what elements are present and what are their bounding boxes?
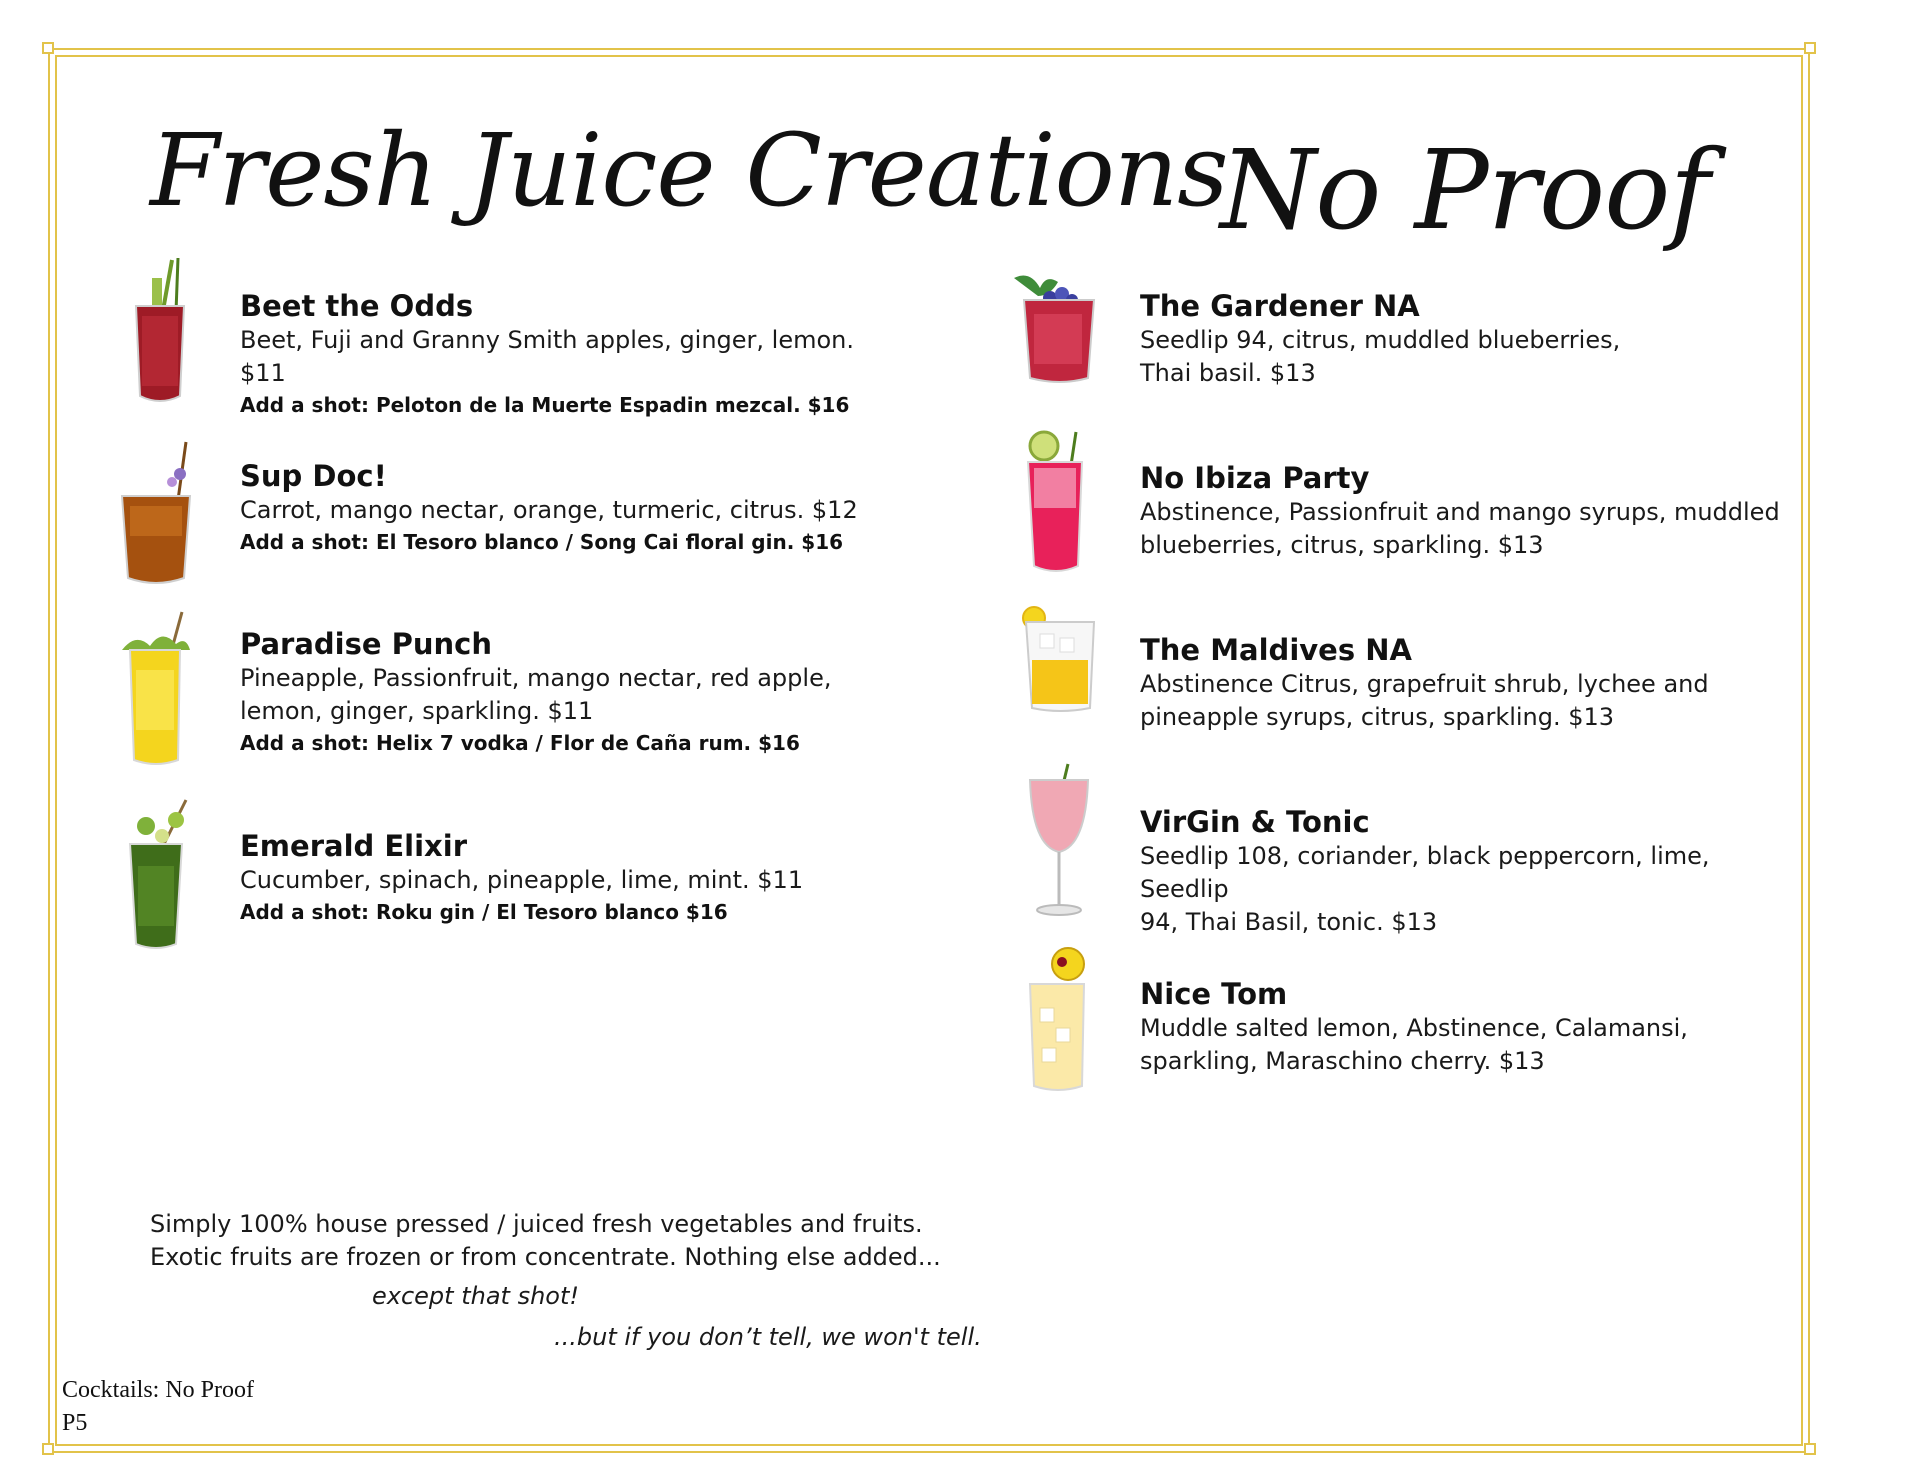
menu-item-paradise-punch [240,626,900,758]
red-juice-glass-icon [128,256,192,416]
item-description: Muddle salted lemon, Abstinence, Calamansi, [1140,1014,1688,1042]
green-juice-glass-icon [116,796,196,956]
item-add-shot: Add a shot: El Tesoro blanco / Song Cai floral gin. $16 [240,530,844,554]
item-name: Emerald Elixir [240,829,468,863]
item-description: Carrot, mango nectar, orange, turmeric, citrus. $12 [240,496,858,524]
frame-corner [42,1443,54,1455]
item-description: Abstinence, Passionfruit and mango syrups, muddled [1140,498,1780,526]
item-description: Beet, Fuji and Granny Smith apples, ginger, lemon. $11 [240,326,855,387]
menu-item-no-ibiza-party [1140,460,1800,562]
juice-note-line2: Exotic fruits are frozen or from concentrate. Nothing else added... [150,1243,941,1271]
menu-item-the-maldives-na [1140,632,1800,734]
item-description: 94, Thai Basil, tonic. $13 [1140,908,1438,936]
footer-page-number: P5 [62,1410,88,1436]
yellow-juice-glass-icon [116,610,196,770]
item-description: sparkling, Maraschino cherry. $13 [1140,1047,1545,1075]
item-add-shot: Add a shot: Roku gin / El Tesoro blanco $16 [240,900,728,924]
item-name: VirGin & Tonic [1140,805,1370,839]
amber-juice-glass-icon [116,440,196,590]
footer-section-label: Cocktails: No Proof [62,1377,254,1403]
item-description: Seedlip 108, coriander, black peppercorn, lime, Seedlip [1140,842,1710,903]
frame-corner [1804,42,1816,54]
item-description: blueberries, citrus, sparkling. $13 [1140,531,1544,559]
fresh-juice-title: Fresh Juice Creations [150,112,1228,229]
berry-rocks-glass-icon [1010,270,1100,386]
juice-note-line4: ...but if you don’t tell, we won't tell. [554,1323,982,1351]
item-description: Abstinence Citrus, grapefruit shrub, lychee and [1140,670,1709,698]
item-name: The Gardener NA [1140,289,1420,323]
item-description: pineapple syrups, citrus, sparkling. $13 [1140,703,1615,731]
no-proof-title: No Proof [1220,126,1710,254]
item-description: lemon, ginger, sparkling. $11 [240,697,594,725]
menu-item-nice-tom [1140,976,1800,1078]
item-add-shot: Add a shot: Peloton de la Muerte Espadin mezcal. $16 [240,393,850,417]
item-name: Paradise Punch [240,627,493,661]
menu-item-virgin-and-tonic [1140,804,1800,939]
item-add-shot: Add a shot: Helix 7 vodka / Flor de Caña rum. $16 [240,731,800,755]
item-name: Beet the Odds [240,289,474,323]
wine-glass-icon [1024,760,1094,918]
item-name: Sup Doc! [240,459,387,493]
menu-item-the-gardener-na [1140,288,1800,390]
item-description: Seedlip 94, citrus, muddled blueberries, [1140,326,1621,354]
lemon-collins-icon [1024,944,1104,1094]
item-name: Nice Tom [1140,977,1288,1011]
menu-item-emerald-elixir [240,828,900,927]
item-description: Cucumber, spinach, pineapple, lime, mint. $11 [240,866,804,894]
pink-highball-icon [1020,428,1090,576]
menu-item-sup-doc [240,458,900,557]
frame-corner [1804,1443,1816,1455]
frame-corner [42,42,54,54]
item-description: Thai basil. $13 [1140,359,1316,387]
juice-note-line3: except that shot! [372,1282,579,1310]
item-name: No Ibiza Party [1140,461,1370,495]
menu-item-beet-the-odds [240,288,900,420]
item-name: The Maldives NA [1140,633,1412,667]
item-description: Pineapple, Passionfruit, mango nectar, red apple, [240,664,832,692]
juice-note-line1: Simply 100% house pressed / juiced fresh vegetables and fruits. [150,1210,923,1238]
yellow-tumbler-icon [1020,604,1100,714]
